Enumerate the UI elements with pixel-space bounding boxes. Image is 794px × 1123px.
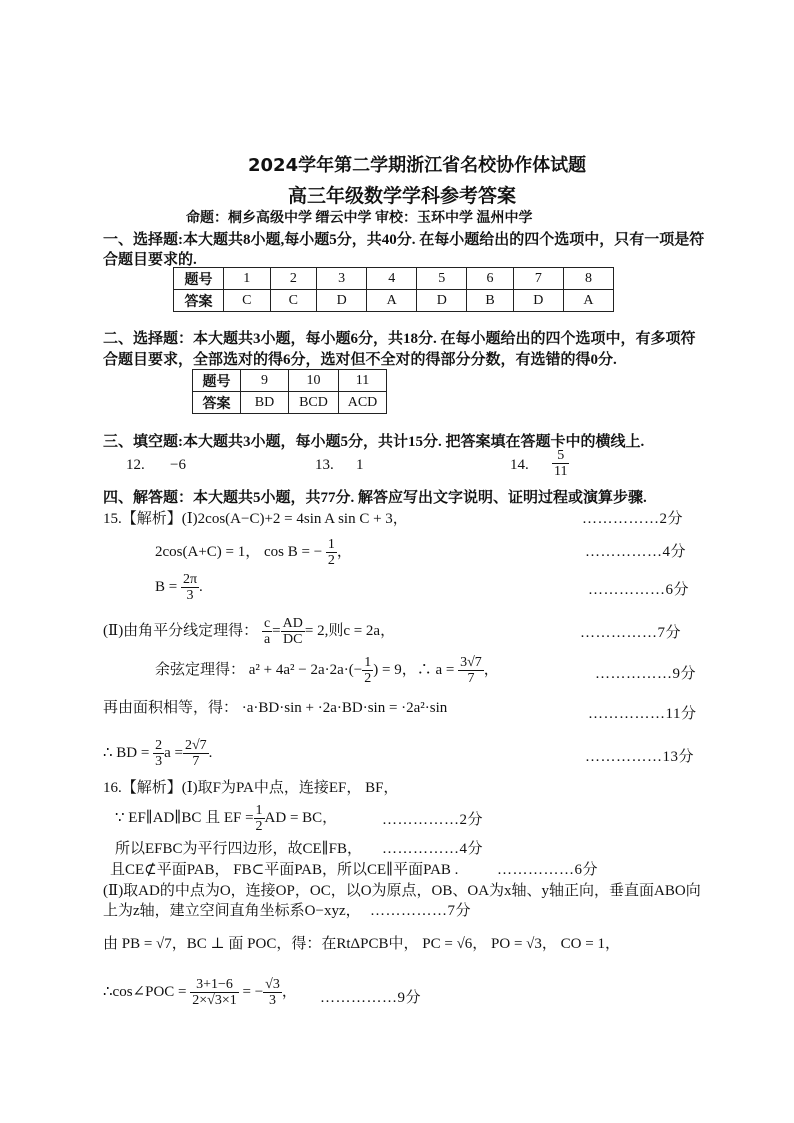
q15-line5-pre: 余弦定理得：	[155, 661, 246, 678]
q15-line3: B = $\frac{2\pi}{3}$ .	[155, 572, 203, 603]
q16-score-4: ……………4分	[382, 841, 484, 857]
q15-line4-text: (Ⅱ)由角平分线定理得：	[103, 622, 259, 639]
table-row	[174, 290, 614, 312]
table-cell: A	[563, 290, 613, 312]
q15-score-11: ……………11分	[588, 706, 697, 722]
section3-heading: 三、填空题:本大题共3小题，每小题5分，共计15分. 把答案填在答题卡中的横线上.	[103, 434, 645, 450]
table-cell: 题号	[174, 268, 224, 290]
q16-line8-pre: ∴cos∠POC =	[103, 983, 187, 1000]
q15-line4: (Ⅱ)由角平分线定理得： $\frac{c}{a}$ = $\frac{AD}{DC}$ = 2,则c = 2a，	[103, 616, 396, 647]
page-title: 2024学年第二学期浙江省名校协作体试题	[248, 155, 587, 176]
q15-l7-num2: 2√7	[184, 738, 207, 753]
table-cell: 题号	[193, 370, 241, 392]
q13-answer: 1	[356, 457, 364, 473]
section2-answer-table	[192, 369, 387, 414]
table-cell: ACD	[339, 392, 387, 414]
q16-line5: (Ⅱ)取AD的中点为O，连接OP，OC，以O为原点，OB、OA为x轴、y轴正向，垂直面ABO向	[103, 883, 701, 899]
table-cell: BCD	[289, 392, 339, 414]
section4-heading: 四、解答题：本大题共5小题，共77分. 解答应写出文字说明、证明过程或演算步骤.	[103, 490, 647, 506]
table-cell: C	[270, 290, 317, 312]
q15-line4-post: = 2,则c = 2a，	[304, 622, 396, 639]
table-cell: 2	[270, 268, 317, 290]
q12-label: 12.	[126, 457, 145, 473]
q16-l8-num: 3+1−6	[190, 977, 238, 993]
q16-line6: 上为z轴，建立空间直角坐标系O−xyz，	[103, 903, 361, 919]
page-subtitle: 高三年级数学学科参考答案	[288, 185, 517, 207]
section2-heading-cont: 合题目要求，全部选对的得6分，选对但不全对的得部分分数，有选错的得0分.	[103, 352, 617, 368]
q15-l5-half-den: 2	[364, 671, 372, 686]
q16-line8-post: ，	[281, 983, 297, 1000]
q16-score-2: ……………2分	[382, 812, 484, 828]
q16-line3: 所以EFBC为平行四边形，故CE∥FB，	[115, 841, 362, 857]
q14-denominator: 11	[554, 464, 568, 479]
table-row	[193, 392, 387, 414]
q16-l2-num: 1	[255, 803, 263, 818]
table-cell: 8	[563, 268, 613, 290]
q16-score-9: ……………9分	[320, 990, 422, 1006]
q15-line6-pre: 再由面积相等，得：	[103, 700, 239, 716]
q14-numerator: 5	[552, 448, 569, 464]
section2-heading: 二、选择题：本大题共3小题，每小题6分，共18分. 在每小题给出的四个选项中，有多项符	[103, 331, 696, 347]
table-cell: A	[367, 290, 417, 312]
q16-line4: 且CE⊄平面PAB， FB⊂平面PAB，所以CE∥平面PAB .	[110, 862, 459, 878]
q16-line2-post: AD = BC，	[264, 809, 338, 826]
table-cell: BD	[241, 392, 289, 414]
q15-line7-pre: ∴ BD =	[103, 744, 150, 761]
table-row	[174, 268, 614, 290]
table-cell: 9	[241, 370, 289, 392]
q15-line2-text: 2cos(A+C) = 1， cos B = −	[155, 543, 323, 560]
authors-line: 命题：桐乡高级中学 缙云中学 审校：玉环中学 温州中学	[186, 211, 533, 226]
q16-score-7: ……………7分	[370, 903, 472, 919]
q15-line5-expr: a² + 4a² − 2a·2a·(−	[248, 661, 363, 678]
q16-l8-den2: 3	[269, 993, 276, 1008]
table-cell: 10	[289, 370, 339, 392]
q16-line7: 由 PB = √7，BC ⊥ 面 POC，得：在RtΔPCB中， PC = √6， PO = √3， CO = 1，	[103, 936, 620, 952]
table-cell: 5	[417, 268, 467, 290]
q16-line1-text: (Ⅰ)取F为PA中点，连接EF， BF，	[181, 780, 399, 796]
table-cell: D	[513, 290, 563, 312]
q15-line1	[103, 507, 408, 528]
q15-l7-den2: 7	[192, 754, 200, 769]
section1-heading-cont: 合题目要求的.	[103, 252, 197, 268]
q16-line1	[103, 776, 398, 797]
q15-l4-c: c	[263, 616, 271, 631]
q16-label: 16.【解析】	[103, 780, 182, 796]
q15-line5-mid: ) = 9，∴ a =	[373, 661, 455, 678]
q14-label: 14.	[510, 457, 529, 473]
q15-line1-text: (Ⅰ)2cos(A−C)+2 = 4sin A sin C + 3，	[181, 511, 408, 527]
table-cell: 7	[513, 268, 563, 290]
q16-line8-mid: = −	[242, 983, 264, 1000]
section1-answer-table	[173, 267, 614, 312]
table-cell: 答案	[193, 392, 241, 414]
table-cell: 1	[224, 268, 271, 290]
q15-score-7: ……………7分	[580, 625, 682, 641]
q14-answer	[552, 448, 569, 479]
q15-score-4: ……………4分	[585, 544, 687, 560]
table-cell: 6	[467, 268, 514, 290]
q15-l3-num: 2π	[182, 572, 198, 587]
table-cell: C	[224, 290, 271, 312]
q15-l2-den: 2	[327, 553, 335, 568]
q16-l8-den: 2×√3×1	[192, 993, 237, 1008]
table-cell: B	[467, 290, 514, 312]
q15-score-2: ……………2分	[582, 511, 684, 527]
table-cell: 答案	[174, 290, 224, 312]
table-cell: 3	[317, 268, 367, 290]
table-cell: D	[317, 290, 367, 312]
q15-score-6: ……………6分	[588, 582, 690, 598]
q15-line7: ∴ BD = $\frac{2}{3}$ a = $\frac{2√7}{7}$ .	[103, 738, 213, 769]
q15-l5-num: 3√7	[460, 655, 482, 670]
table-cell: 4	[367, 268, 417, 290]
q15-l4-ad: AD	[282, 616, 303, 631]
q13-label: 13.	[315, 457, 334, 473]
q16-score-6: ……………6分	[497, 862, 599, 878]
q15-l7-den1: 3	[155, 754, 163, 769]
q15-l4-dc: DC	[283, 632, 303, 647]
q15-score-9: ……………9分	[595, 666, 697, 682]
q16-l8-num2: √3	[265, 977, 280, 992]
q16-line8	[103, 977, 297, 1008]
q15-l5-den: 7	[467, 671, 475, 686]
section1-heading: 一、选择题:本大题共8小题,每小题5分，共40分. 在每小题给出的四个选项中，只有一项是符	[103, 232, 705, 248]
q15-line5: 余弦定理得： a² + 4a² − 2a·2a·(− $\frac{1}{2}$ ) = 9，∴ a = $\frac{3√7}{7}$ ，	[155, 655, 499, 686]
q16-l2-den: 2	[255, 819, 263, 834]
q15-line6	[103, 696, 447, 717]
table-cell: 11	[339, 370, 387, 392]
q15-l4-a: a	[263, 632, 271, 647]
q15-line6-expr: ·a·BD·sin + ·2a·BD·sin = ·2a²·sin	[241, 700, 448, 716]
q16-line2	[115, 803, 337, 834]
q15-label: 15.【解析】	[103, 511, 182, 527]
q15-l5-half-num: 1	[364, 655, 372, 670]
q15-l2-num: 1	[327, 537, 335, 552]
q16-line2-text: ∵ EF∥AD∥BC 且 EF =	[115, 809, 254, 826]
q12-answer: −6	[170, 457, 186, 473]
q15-l7-num1: 2	[155, 738, 163, 753]
q15-line7-mid: a =	[164, 744, 183, 761]
q15-score-13: ……………13分	[585, 749, 695, 765]
q15-l3-den: 3	[186, 588, 194, 603]
table-row	[193, 370, 387, 392]
q15-line2: 2cos(A+C) = 1， cos B = − $\frac{1}{2}$ ，	[155, 537, 352, 568]
q15-line3-text: B =	[155, 578, 178, 595]
table-cell: D	[417, 290, 467, 312]
